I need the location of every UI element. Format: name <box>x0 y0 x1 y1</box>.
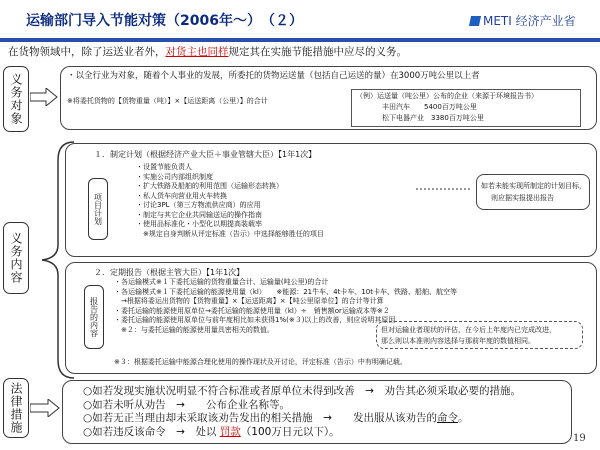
plan-side-note-line1: 如若未能实现所制定的计划目标， <box>481 182 586 190</box>
example-title: （例）运送量（吨公里）公布的企业（来源于环境报告书） <box>356 92 538 100</box>
legal-line <box>83 426 521 440</box>
plan-item: ・私人货车向营业用火车转换 <box>136 191 227 200</box>
report-dash-note <box>376 321 583 349</box>
obligation-box <box>60 66 597 130</box>
plan-side-note <box>476 174 590 210</box>
example-panasonic: 松下电器产业 3380百万吨公里 <box>382 114 484 122</box>
side-label-legal: 法律措施 <box>3 378 29 438</box>
report-item: ・委托运输的能源使用原单位与前年度相比如未获得1%(※３)以上的改善，则应说明其原因 <box>114 316 396 324</box>
plan-item: ・扩大铁路及船舶的利用范围（运输形态转换） <box>136 182 283 190</box>
logo-text: METI 经济产业省 <box>483 14 576 28</box>
example-toyota: 丰田汽车 5400百万吨公里 <box>382 103 477 111</box>
plan-item: ・制定与其它企业共同输送运的操作指南 <box>136 210 262 219</box>
report-box <box>65 262 597 374</box>
plan-side-note-line2: 则应据实报提出报告 <box>491 194 554 202</box>
intro-post: 规定其在实施节能措施中应尽的义务。 <box>228 46 407 58</box>
intro-pre: 在货物领域中，除了运送业者外， <box>8 46 166 58</box>
arrow-right-icon <box>30 399 60 417</box>
legal-line: ○如若发现实施状况明显不符合标准或者原单位未得到改善 → 劝告其必须采取必要的措施。 <box>83 385 521 397</box>
report-item: →根据将委运出货物的【货物重量】×【运送距离】×【吨公里原单位】的合计等计算 <box>114 297 384 305</box>
side-label-content: 义务内容 <box>3 222 29 294</box>
meti-logo <box>470 12 576 29</box>
page-title: 运输部门导入节能对策（2006年～） （２） <box>26 13 303 29</box>
title-rule <box>0 38 600 42</box>
legal-order: 命令 <box>436 412 458 424</box>
plan-item: ・设置节能负责人 <box>136 163 192 171</box>
obligation-main: ・以全行业为对象，随着个人事业的发展，所委托的货物运送量（包括自己运送的量）在3000万吨公里以上者 <box>67 71 480 81</box>
report-item: ・委托运输的能源使用原单位→委托运输的能源使用量（kl）÷ 销售额or运输成本等※２ <box>114 306 390 315</box>
page-number: 19 <box>573 433 586 444</box>
plan-items <box>136 163 324 239</box>
legal-lines <box>83 385 521 439</box>
plan-heading: １．制定计划（根据经济产业大臣＋事业管辖大臣）【1年1次】 <box>94 150 317 159</box>
logo-mark-icon <box>469 16 481 26</box>
arrow-right-icon <box>30 88 58 106</box>
legal-line-pre: ○如若无正当理由却未采取该劝告发出的相关措施 → 发出服从该劝告的 <box>83 412 437 424</box>
legal-line <box>83 412 521 426</box>
intro-highlight: 对货主也同样 <box>165 46 229 58</box>
report-footer: ※３：根据委托运输中能源合理化使用的操作现状及开讨论，评定标准（告示）中有明确记载。 <box>114 358 407 366</box>
example-box <box>351 89 581 127</box>
plan-item: ・使用品标准化・小型化以期提高装载率 <box>136 220 262 228</box>
dots-arrow-icon <box>416 184 476 194</box>
report-item: ※２：与委托运输的能源使用量具密相关的数值。 <box>114 325 274 334</box>
legal-fine: 罚款 <box>219 425 241 438</box>
plan-item: ※规定自身判断从评定标准（告示）中选择能够胜任的项目 <box>136 229 324 238</box>
side-label-obligation: 义务对象 <box>3 66 29 132</box>
report-heading: ２．定期报告（根据主管大臣）【1年1次】 <box>94 268 245 277</box>
plan-item: ・实施公司内部组织制度 <box>136 172 213 181</box>
report-item: ・各运输模式※１下委托运输的货物重量合计、运输量(吨公里)的合计 <box>114 278 329 286</box>
report-item: ・各运输模式※１下委托运输的能源使用量（kl） ※能源：21牛车、4t卡车、10t卡车、铁路、船舶、航空等 <box>114 287 457 296</box>
legal-line-post: 。 <box>457 412 469 424</box>
legal-line: ○如若未听从劝告 → 公布企业名称等。 <box>83 398 290 411</box>
legal-line-post: （100万日元以下）。 <box>240 425 340 438</box>
report-dash-line1: 但对运输业者现状的评估，在今后上年度内已完成改进， <box>381 326 556 334</box>
plan-item: ・讨论3PL（第三方物流供应商）的应用 <box>136 201 261 209</box>
plan-box <box>65 143 597 257</box>
plan-label: 项目计划 <box>88 178 108 240</box>
legal-box <box>62 380 572 444</box>
obligation-formula: ※将委托货物的【货物重量（吨）】×【运送距离（公里）】的合计 <box>67 97 268 105</box>
report-dash-line2: 那么则以本准则内容选择与那前年度的数值相同。 <box>381 337 535 345</box>
report-label: 报告的内容 <box>84 285 104 349</box>
legal-line-pre: ○如若违反该命令 → 处以 <box>83 425 220 438</box>
intro-text <box>8 44 407 59</box>
